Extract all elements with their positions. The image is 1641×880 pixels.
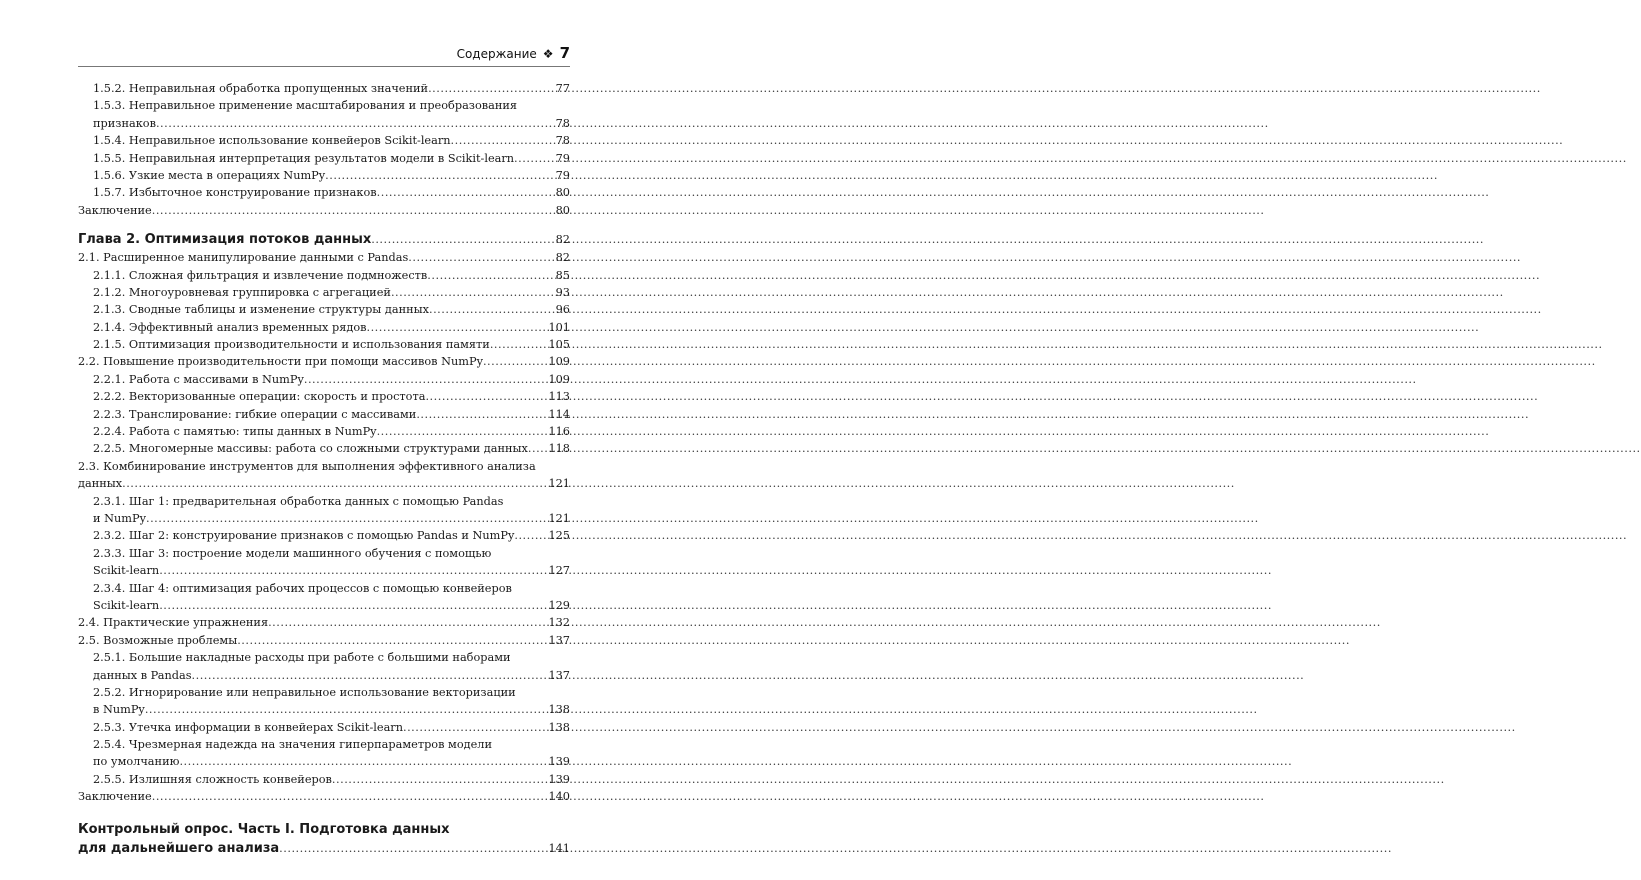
toc-page-number: 121 xyxy=(548,477,570,491)
toc-entry[interactable] xyxy=(78,97,570,132)
dot-leader xyxy=(179,753,548,770)
toc-entry[interactable] xyxy=(78,353,570,370)
dot-leader xyxy=(425,388,548,405)
toc-entry-title: 1.5.4. Неправильное использование конвейеров Scikit-learn xyxy=(93,134,451,148)
toc-page-number: 78 xyxy=(555,116,570,130)
toc-entry-title: 2.2. Повышение производительности при помощи массивов NumPy xyxy=(78,355,483,369)
toc-chapter-entry[interactable] xyxy=(78,230,570,249)
toc-page-number: 138 xyxy=(548,720,570,734)
table-of-contents xyxy=(78,80,570,858)
toc-entry[interactable] xyxy=(78,301,570,318)
toc-entry[interactable] xyxy=(78,249,570,266)
toc-page-number: 118 xyxy=(548,442,570,456)
toc-entry[interactable] xyxy=(78,284,570,301)
toc-entry[interactable] xyxy=(78,458,570,493)
toc-page-number: 79 xyxy=(555,168,570,182)
dot-leader xyxy=(377,184,556,201)
toc-entry-title: 2.1. Расширенное манипулирование данными с Pandas xyxy=(78,251,409,265)
toc-page-number: 129 xyxy=(548,598,570,612)
toc-entry-title: Scikit-learn xyxy=(93,598,160,612)
ornament-icon: ❖ xyxy=(542,47,554,61)
toc-entry-title: Заключение xyxy=(78,790,152,804)
dot-leader xyxy=(490,336,549,353)
toc-entry-title: 2.1.2. Многоуровневая группировка с агрегацией xyxy=(93,285,391,299)
dot-leader xyxy=(427,267,555,284)
toc-page-number: 138 xyxy=(548,703,570,717)
dot-leader xyxy=(156,115,556,132)
toc-entry-title: 1.5.6. Узкие места в операциях NumPy xyxy=(93,168,326,182)
toc-entry-title: и NumPy xyxy=(93,511,146,525)
toc-page-number: 139 xyxy=(548,755,570,769)
toc-entry-title: данных в Pandas xyxy=(93,668,192,682)
toc-entry-title: 2.5.4. Чрезмерная надежда на значения гиперпараметров модели xyxy=(93,738,492,752)
toc-page-number: 141 xyxy=(548,841,570,855)
toc-page-number: 82 xyxy=(555,251,570,265)
toc-entry-title: Контрольный опрос. Часть I. Подготовка данных xyxy=(78,821,450,837)
toc-entry-title: 2.5.2. Игнорирование или неправильное использование векторизации xyxy=(93,685,516,699)
dot-leader xyxy=(377,423,549,440)
toc-page-number: 137 xyxy=(548,633,570,647)
dot-leader xyxy=(428,80,556,97)
toc-page-number: 85 xyxy=(555,268,570,282)
toc-entry[interactable] xyxy=(78,545,570,580)
dot-leader xyxy=(192,667,549,684)
toc-entry[interactable] xyxy=(78,336,570,353)
toc-entry[interactable] xyxy=(78,202,570,219)
dot-leader xyxy=(237,632,548,649)
toc-page-number: 125 xyxy=(548,529,570,543)
toc-entry-title: 2.5.3. Утечка информации в конвейерах Scikit-learn xyxy=(93,720,403,734)
toc-entry-title: 2.4. Практические упражнения xyxy=(78,616,269,630)
toc-entry-title: 2.2.5. Многомерные массивы: работа со сложными структурами данных xyxy=(93,442,528,456)
toc-entry-title: Scikit-learn xyxy=(93,564,160,578)
toc-page-number: 96 xyxy=(555,303,570,317)
toc-entry-title: 2.3.1. Шаг 1: предварительная обработка данных с помощью Pandas xyxy=(93,494,504,508)
toc-page-number: 132 xyxy=(548,616,570,630)
toc-entry[interactable] xyxy=(78,632,570,649)
dot-leader xyxy=(279,839,548,858)
toc-page-number: 116 xyxy=(548,425,570,439)
toc-entry[interactable] xyxy=(78,684,570,719)
dot-leader xyxy=(268,614,548,631)
dot-leader xyxy=(514,527,548,544)
toc-page-number: 109 xyxy=(548,372,570,386)
toc-entry-title: 2.2.2. Векторизованные операции: скорость и простота xyxy=(93,390,426,404)
dot-leader xyxy=(145,701,549,718)
toc-entry-title: 2.2.1. Работа с массивами в NumPy xyxy=(93,372,304,386)
toc-entry-title: 2.3.4. Шаг 4: оптимизация рабочих процессов с помощью конвейеров xyxy=(93,581,512,595)
dot-leader xyxy=(429,301,556,318)
toc-page-number: 80 xyxy=(555,203,570,217)
toc-entry-title: в NumPy xyxy=(93,703,145,717)
dot-leader xyxy=(483,353,548,370)
toc-page-number: 105 xyxy=(548,338,570,352)
toc-entry[interactable] xyxy=(78,440,570,457)
toc-page-number: 101 xyxy=(548,320,570,334)
toc-entry[interactable] xyxy=(78,319,570,336)
toc-entry-title: 1.5.7. Избыточное конструирование признаков xyxy=(93,186,377,200)
dot-leader xyxy=(528,440,549,457)
dot-leader xyxy=(332,771,549,788)
toc-entry[interactable] xyxy=(78,649,570,684)
running-header xyxy=(457,44,570,62)
toc-entry-title: 2.3.3. Шаг 3: построение модели машинного обучения с помощью xyxy=(93,546,492,560)
toc-entry-title: 2.2.3. Транслирование: гибкие операции с массивами xyxy=(93,407,417,421)
dot-leader xyxy=(159,562,548,579)
dot-leader xyxy=(416,406,548,423)
toc-entry-title: Глава 2. Оптимизация потоков данных xyxy=(78,232,372,248)
dot-leader xyxy=(514,150,556,167)
toc-page-number: 109 xyxy=(548,355,570,369)
toc-entry[interactable] xyxy=(78,132,570,149)
toc-entry[interactable] xyxy=(78,80,570,97)
toc-entry[interactable] xyxy=(78,493,570,528)
toc-entry[interactable] xyxy=(78,614,570,631)
dot-leader xyxy=(371,230,555,249)
dot-leader xyxy=(325,167,555,184)
dot-leader xyxy=(152,202,556,219)
toc-entry[interactable] xyxy=(78,150,570,167)
dot-leader xyxy=(304,371,549,388)
dot-leader xyxy=(122,475,548,492)
toc-entry-title: 2.1.5. Оптимизация производительности и использования памяти xyxy=(93,338,490,352)
toc-chapter-entry[interactable] xyxy=(78,820,570,858)
toc-entry-title: признаков xyxy=(93,116,156,130)
dot-leader xyxy=(408,249,555,266)
toc-entry-title: 2.1.3. Сводные таблицы и изменение структуры данных xyxy=(93,303,429,317)
toc-entry[interactable] xyxy=(78,736,570,771)
toc-page-number: 113 xyxy=(548,390,570,404)
toc-entry-title: 1.5.3. Неправильное применение масштабирования и преобразования xyxy=(93,99,518,113)
toc-entry-title: 2.5.5. Излишняя сложность конвейеров xyxy=(93,772,332,786)
toc-entry-title: 2.5.1. Большие накладные расходы при работе с большими наборами xyxy=(93,651,511,665)
header-section-title: Содержание xyxy=(456,47,537,61)
toc-entry-title: 2.1.1. Сложная фильтрация и извлечение подмножеств xyxy=(93,268,428,282)
toc-entry[interactable] xyxy=(78,167,570,184)
toc-page-number: 93 xyxy=(555,285,570,299)
dot-leader xyxy=(152,788,549,805)
toc-entry[interactable] xyxy=(78,388,570,405)
dot-leader xyxy=(159,597,548,614)
toc-entry-title: 2.2.4. Работа с памятью: типы данных в NumPy xyxy=(93,425,377,439)
toc-entry[interactable] xyxy=(78,580,570,615)
toc-page-number: 78 xyxy=(555,134,570,148)
toc-entry-title: по умолчанию xyxy=(93,755,180,769)
toc-page-number: 121 xyxy=(548,511,570,525)
toc-page-number: 82 xyxy=(555,233,570,247)
toc-entry-title: для дальнейшего анализа xyxy=(78,840,280,856)
toc-entry[interactable] xyxy=(78,371,570,388)
toc-page-number: 77 xyxy=(555,82,570,95)
toc-entry[interactable] xyxy=(78,527,570,544)
toc-page-number: 127 xyxy=(548,564,570,578)
dot-leader xyxy=(146,510,548,527)
toc-page-number: 114 xyxy=(548,407,570,421)
toc-entry[interactable] xyxy=(78,719,570,736)
toc-entry-title: данных xyxy=(78,477,123,491)
toc-page-number: 139 xyxy=(548,772,570,786)
toc-page-number: 137 xyxy=(548,668,570,682)
toc-entry[interactable] xyxy=(78,184,570,201)
toc-entry-title: Заключение xyxy=(78,203,152,217)
dot-leader xyxy=(403,719,548,736)
toc-entry[interactable] xyxy=(78,423,570,440)
toc-page xyxy=(0,0,628,880)
dot-leader xyxy=(366,319,548,336)
page-number: 7 xyxy=(559,44,570,62)
toc-page-number: 79 xyxy=(555,151,570,165)
dot-leader xyxy=(391,284,556,301)
dot-leader xyxy=(451,132,556,149)
toc-entry[interactable] xyxy=(78,267,570,284)
toc-entry-title: 2.3.2. Шаг 2: конструирование признаков с помощью Pandas и NumPy xyxy=(93,529,515,543)
toc-entry[interactable] xyxy=(78,788,570,805)
toc-entry-title: 2.1.4. Эффективный анализ временных рядов xyxy=(93,320,367,334)
toc-entry[interactable] xyxy=(78,406,570,423)
toc-page-number: 80 xyxy=(555,186,570,200)
toc-page-number: 140 xyxy=(548,790,570,804)
toc-entry-title: 2.5. Возможные проблемы xyxy=(78,633,238,647)
header-rule xyxy=(78,66,570,67)
toc-entry[interactable] xyxy=(78,771,570,788)
toc-entry-title: 1.5.2. Неправильная обработка пропущенных значений xyxy=(93,82,429,95)
toc-entry-title: 2.3. Комбинирование инструментов для выполнения эффективного анализа xyxy=(78,459,536,473)
toc-entry-title: 1.5.5. Неправильная интерпретация результатов модели в Scikit-learn xyxy=(93,151,515,165)
